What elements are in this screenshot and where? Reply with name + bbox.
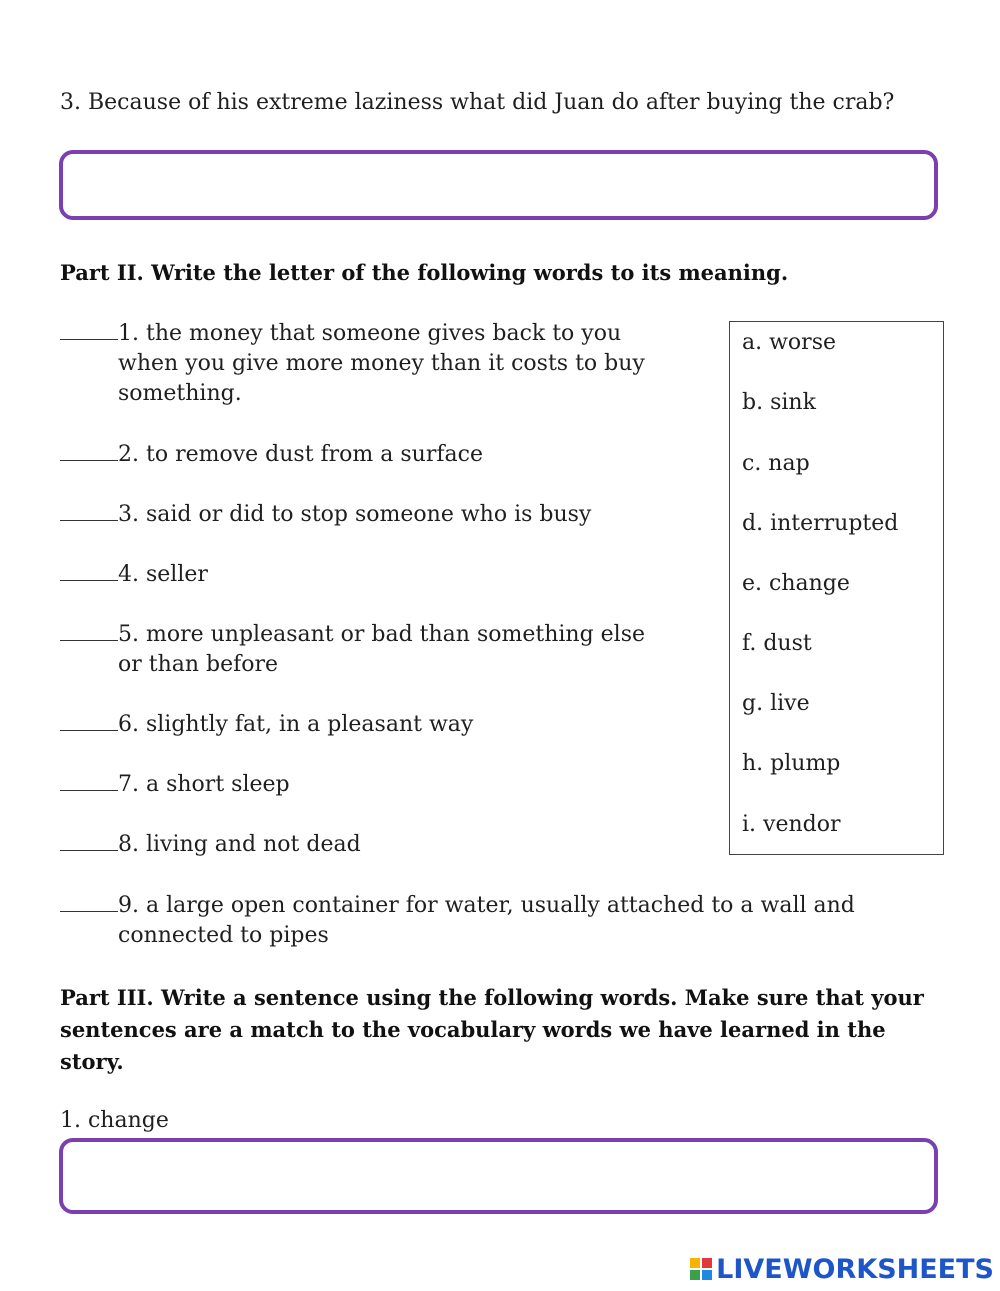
- matching-item-4: 4. seller: [60, 560, 710, 590]
- part-3-word-1: 1. change: [60, 1108, 169, 1133]
- word-bank-choice: i. vendor: [742, 812, 841, 837]
- word-bank-choice: g. live: [742, 691, 810, 716]
- matching-item-8: 8. living and not dead: [60, 830, 710, 860]
- word-bank-choice: d. interrupted: [742, 511, 899, 536]
- answer-blank-3[interactable]: [60, 500, 118, 521]
- word-bank-choice: b. sink: [742, 390, 816, 415]
- word-bank: [729, 321, 944, 855]
- logo-square: [702, 1258, 712, 1268]
- matching-item-5: 5. more unpleasant or bad than something else or than before: [60, 620, 720, 680]
- answer-blank-4[interactable]: [60, 560, 118, 581]
- answer-input-question-3[interactable]: [59, 150, 938, 220]
- answer-blank-1[interactable]: [60, 319, 118, 340]
- answer-blank-9[interactable]: [60, 891, 118, 912]
- matching-item-2: 2. to remove dust from a surface: [60, 440, 710, 470]
- logo-icon: [690, 1258, 712, 1280]
- liveworksheets-logo: [690, 1253, 994, 1285]
- question-3-text: 3. Because of his extreme laziness what did Juan do after buying the crab?: [60, 90, 895, 115]
- word-bank-choice: a. worse: [742, 330, 837, 355]
- part-3-heading: Part III. Write a sentence using the following words. Make sure that your sentences are a match to the vocabulary words we have learned in the story.: [60, 985, 924, 1074]
- matching-item-9: 9. a large open container for water, usually attached to a wall and connected to pipes: [60, 891, 960, 951]
- matching-item-3: 3. said or did to stop someone who is busy: [60, 500, 710, 530]
- word-bank-choice: h. plump: [742, 751, 841, 776]
- matching-item-7: 7. a short sleep: [60, 770, 710, 800]
- answer-input-sentence-1[interactable]: [59, 1138, 938, 1214]
- matching-item-6: 6. slightly fat, in a pleasant way: [60, 710, 710, 740]
- part-2-heading: Part II. Write the letter of the following words to its meaning.: [60, 260, 789, 285]
- answer-blank-2[interactable]: [60, 440, 118, 461]
- word-bank-choice: f. dust: [742, 631, 812, 656]
- answer-blank-8[interactable]: [60, 830, 118, 851]
- answer-blank-6[interactable]: [60, 710, 118, 731]
- word-bank-choice: e. change: [742, 571, 850, 596]
- word-bank-choice: c. nap: [742, 451, 810, 476]
- logo-text: LIVEWORKSHEETS: [716, 1253, 994, 1285]
- logo-square: [690, 1258, 700, 1268]
- logo-square: [690, 1270, 700, 1280]
- logo-square: [702, 1270, 712, 1280]
- answer-blank-5[interactable]: [60, 620, 118, 641]
- answer-blank-7[interactable]: [60, 770, 118, 791]
- matching-item-1: 1. the money that someone gives back to you when you give more money than it costs to buy something.: [60, 319, 710, 409]
